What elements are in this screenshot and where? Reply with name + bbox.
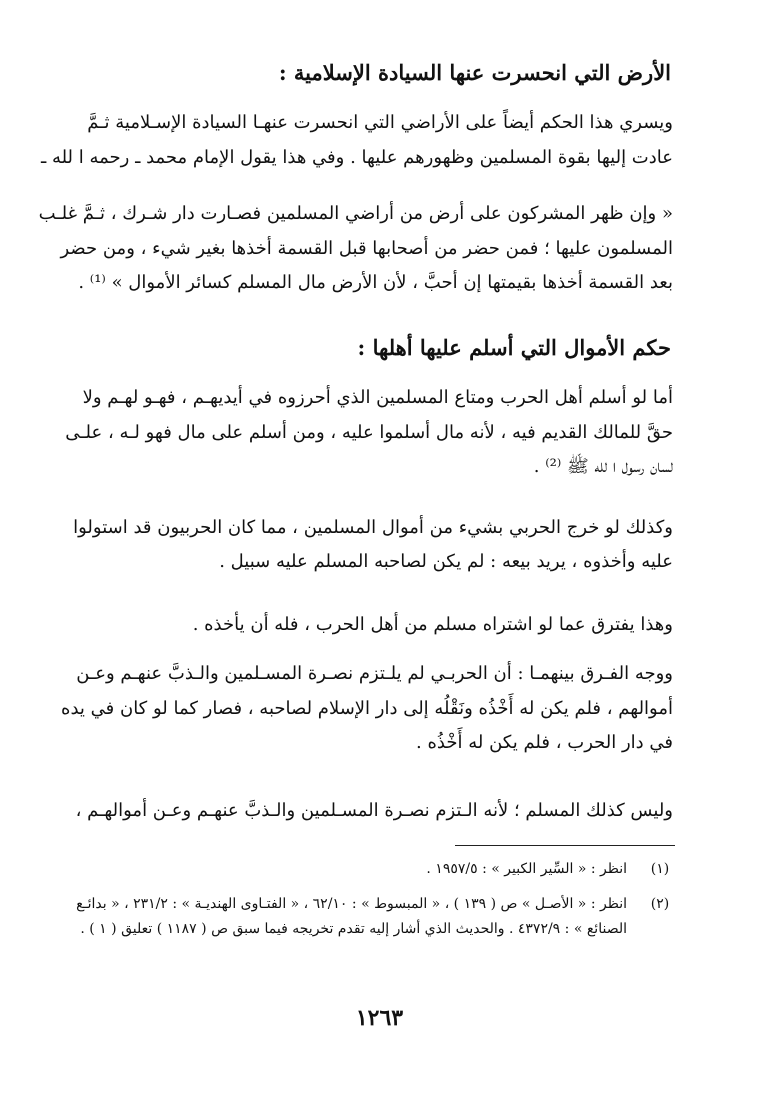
paragraph-converted-owners (65, 381, 673, 485)
text-line: انظر : « الأصـل » ص ( ١٣٩ ) ، « المبسوط » : ٦٢/١٠ ، « الفتـاوى الهنديـة » : ٢٣١/٢ ، « بدائـع (76, 896, 627, 912)
text-line: عليه وأخذوه ، يريد بيعه : لم يكن لصاحبه المسلم عليه سبيل . (219, 551, 673, 572)
footnote-number: (١) (650, 861, 670, 877)
text-line: بعد القسمة أخذها بقيمتها إن أحبَّ ، لأن الأرض مال المسلم كسائر الأموال » ⁽¹⁾ . (78, 272, 673, 293)
text-line: « وإن ظهر المشركون على أرض من أراضي المسلمين فصـارت دار شـرك ، ثـمَّ غلـب (38, 203, 673, 224)
text-line: حقَّ للمالك القديم فيه ، لأنه مال أسلموا عليه ، ومن أسلم على مال فهو لـه ، علـى (65, 421, 673, 443)
paragraph-purchase-difference (75, 608, 673, 643)
paragraph-harbi-exits-with-property (75, 511, 673, 579)
text-line: ويسري هذا الحكم أيضاً على الأراضي التي انحسرت عنهـا السيادة الإسـلامية ثـمَّ (87, 112, 673, 133)
paragraph-muslim-case (75, 794, 673, 829)
footnote-text (73, 857, 627, 882)
paragraph-reason-of-difference (61, 657, 673, 761)
text-line: وهذا يفترق عما لو اشتراه مسلم من أهل الحرب ، فله أن يأخذه . (192, 614, 673, 635)
section-heading-converted-owners-property: حكم الأموال التي أسلم عليها أهلها : (357, 335, 671, 360)
footnote-separator (455, 845, 675, 846)
paragraph-imam-muhammad-quote (38, 197, 673, 301)
text-line: ووجه الفـرق بينهمـا : أن الحربـي لم يلـتزم نصـرة المسـلمين والـذبَّ عنهـم وعـن (76, 663, 673, 684)
footnote-2 (73, 892, 673, 944)
section-heading-liberated-lands: الأرض التي انحسرت عنها السيادة الإسلامية : (278, 60, 671, 85)
text-line: وليس كذلك المسلم ؛ لأنه الـتزم نصـرة المسـلمين والـذبَّ عنهـم وعـن أموالهـم ، (75, 800, 673, 821)
text-line: أما لو أسلم أهل الحرب ومتاع المسلمين الذي أحرزوه في أيديهـم ، فهـو لهـم ولا (82, 387, 673, 408)
text-line: المسلمون عليها ؛ فمن حضر من أصحابها قبل القسمة أخذها بغير شيء ، ومن حضر (60, 237, 673, 259)
footnote-number: (٢) (650, 896, 670, 912)
text-line: أموالهم ، فلم يكن له أَخْذُه ونَقْلُه إلى دار الإسلام لصاحبه ، فصار كما لو كان في يده (61, 697, 673, 719)
text-line: انظر : « السِّير الكبير » : ١٩٥٧/٥ . (426, 861, 627, 877)
text-line: في دار الحرب ، فلم يكن له أَخْذُه . (416, 732, 673, 753)
text-line: لسان رسول ا لله ﷺ ⁽²⁾ . (533, 456, 673, 477)
paragraph-liberated-lands-ruling (40, 106, 673, 175)
footnote-1 (73, 857, 673, 883)
page-number: ١٢٦٣ (355, 1005, 404, 1031)
text-line: الصنائع » : ٤٣٧٢/٩ . والحديث الذي أشار إليه تقدم تخريجه فيما سبق ص ( ١١٨٧ ) تعليق ( ١ ) . (80, 921, 627, 937)
text-line: وكذلك لو خرج الحربي بشيء من أموال المسلمين ، مما كان الحربيون قد استولوا (73, 517, 673, 538)
text-line: عادت إليها بقوة المسلمين وظهورهم عليها . وفي هذا يقول الإمام محمد ـ رحمه ا لله ـ (40, 146, 673, 168)
footnote-text (73, 892, 627, 942)
